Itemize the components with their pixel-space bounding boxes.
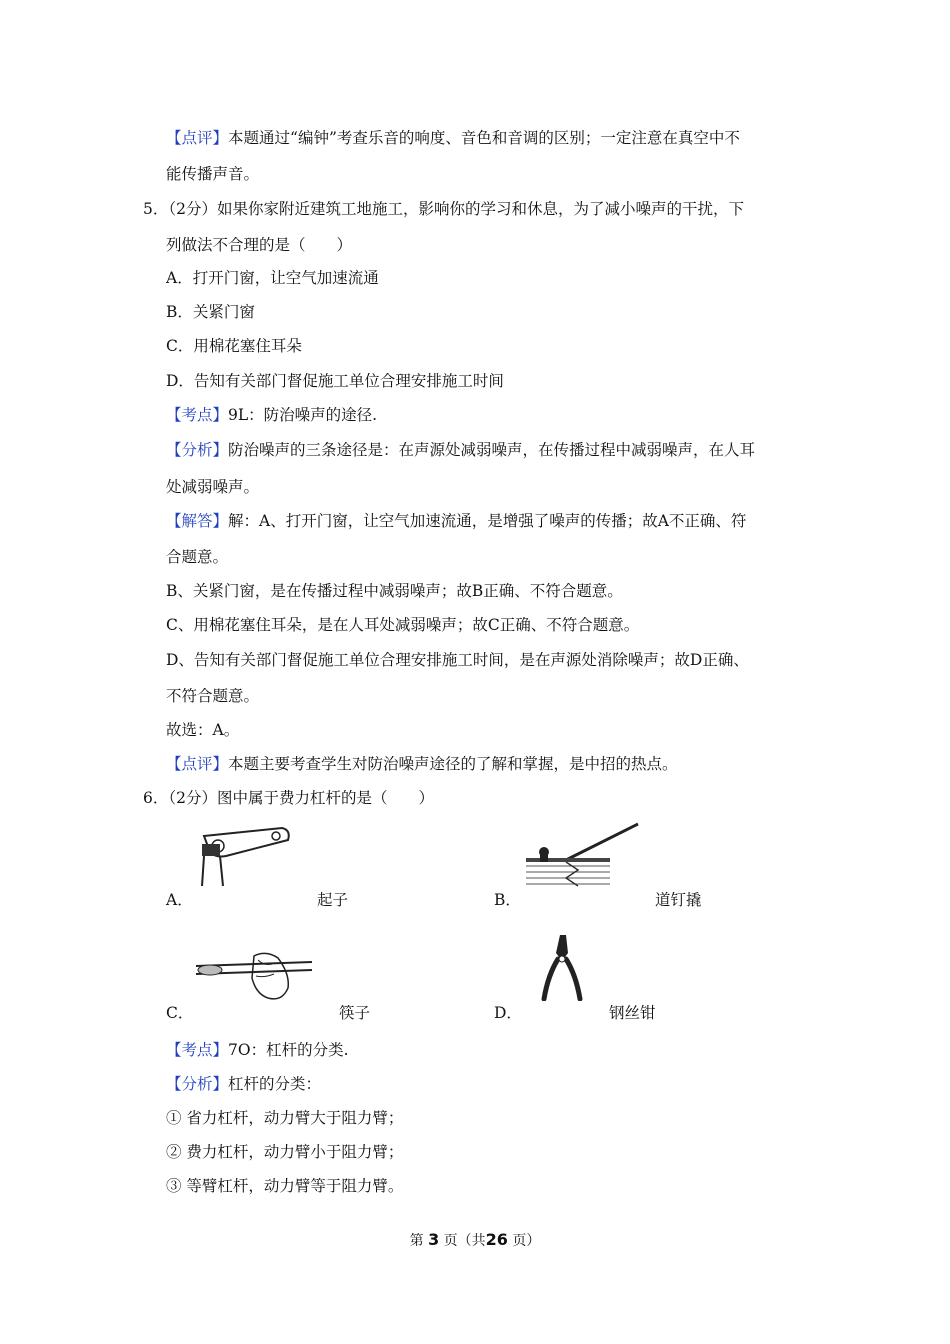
- chopsticks-image: [194, 948, 316, 1008]
- kaodian-tag: 【考点】: [166, 1041, 229, 1059]
- q4-review-line2: 能传播声音。: [166, 165, 260, 183]
- q6-option-c-letter: C．: [166, 1004, 194, 1022]
- q6-option-d-letter: D．: [494, 1004, 522, 1022]
- spike-lever-image: [522, 820, 642, 890]
- q6-kaodian: 【考点】7O：杠杆的分类.: [166, 1041, 349, 1059]
- q6-option-a-caption: 起子: [317, 891, 349, 909]
- q6-option-b-caption: 道钉撬: [655, 891, 702, 909]
- q6-point-1: ① 省力杠杆，动力臂大于阻力臂；: [166, 1109, 404, 1127]
- q6-point-3: ③ 等臂杠杆，动力臂等于阻力臂。: [166, 1177, 404, 1195]
- kaodian-tag: 【考点】: [166, 406, 229, 424]
- q5-option-d: D．告知有关部门督促施工单位合理安排施工时间: [166, 372, 504, 390]
- jieda-tag: 【解答】: [166, 512, 229, 530]
- q6-point-2: ② 费力杠杆，动力臂小于阻力臂；: [166, 1143, 404, 1161]
- q6-option-b-letter: B．: [494, 891, 521, 909]
- q6-option-d-caption: 钢丝钳: [609, 1004, 656, 1022]
- q5-jieda-line5: D、告知有关部门督促施工单位合理安排施工时间，是在声源处消除噪声；故D正确、: [166, 651, 749, 669]
- q6-option-c-caption: 筷子: [339, 1004, 371, 1022]
- dianping-tag: 【点评】: [166, 755, 229, 773]
- q5-jieda-line7: 故选：A。: [166, 721, 240, 739]
- q6-stem: 6．（2分）图中属于费力杠杆的是（ ）: [143, 789, 434, 807]
- pliers-image: [540, 933, 584, 1001]
- q5-fenxi-line1: 【分析】防治噪声的三条途径是：在声源处减弱噪声，在传播过程中减弱噪声，在人耳: [166, 441, 756, 459]
- page-total: 26: [485, 1230, 508, 1249]
- q5-jieda-line6: 不符合题意。: [166, 687, 260, 705]
- review-tag: 【点评】: [166, 129, 229, 147]
- fenxi-tag: 【分析】: [166, 1075, 229, 1093]
- q5-jieda-line4: C、用棉花塞住耳朵，是在人耳处减弱噪声；故C正确、不符合题意。: [166, 616, 640, 634]
- page-footer: 第 3 页（共26 页）: [409, 1230, 541, 1249]
- page-number: 3: [428, 1230, 440, 1249]
- fenxi-tag: 【分析】: [166, 441, 229, 459]
- q5-option-a: A．打开门窗，让空气加速流通: [166, 269, 379, 287]
- q6-fenxi: 【分析】杠杆的分类：: [166, 1075, 322, 1093]
- q5-jieda-line2: 合题意。: [166, 548, 229, 566]
- q5-kaodian: 【考点】9L：防治噪声的途径.: [166, 406, 378, 424]
- q4-review-line1: 【点评】本题通过“编钟”考查乐音的响度、音色和音调的区别；一定注意在真空中不: [166, 129, 740, 147]
- q5-fenxi-line2: 处减弱噪声。: [166, 478, 260, 496]
- q5-dianping: 【点评】本题主要考查学生对防治噪声途径的了解和掌握，是中招的热点。: [166, 755, 678, 773]
- q5-jieda-line1: 【解答】解：A、打开门窗，让空气加速流通，是增强了噪声的传播；故A不正确、符: [166, 512, 747, 530]
- q5-stem-line2: 列做法不合理的是（ ）: [166, 236, 353, 254]
- bottle-opener-image: [196, 826, 292, 888]
- q5-jieda-line3: B、关紧门窗，是在传播过程中减弱噪声；故B正确、不符合题意。: [166, 582, 623, 600]
- q5-option-b: B．关紧门窗: [166, 303, 255, 321]
- q5-stem-line1: 5．（2分）如果你家附近建筑工地施工，影响你的学习和休息，为了减小噪声的干扰，下: [143, 200, 744, 218]
- q5-option-c: C．用棉花塞住耳朵: [166, 337, 302, 355]
- q6-option-a-letter: A．: [166, 891, 193, 909]
